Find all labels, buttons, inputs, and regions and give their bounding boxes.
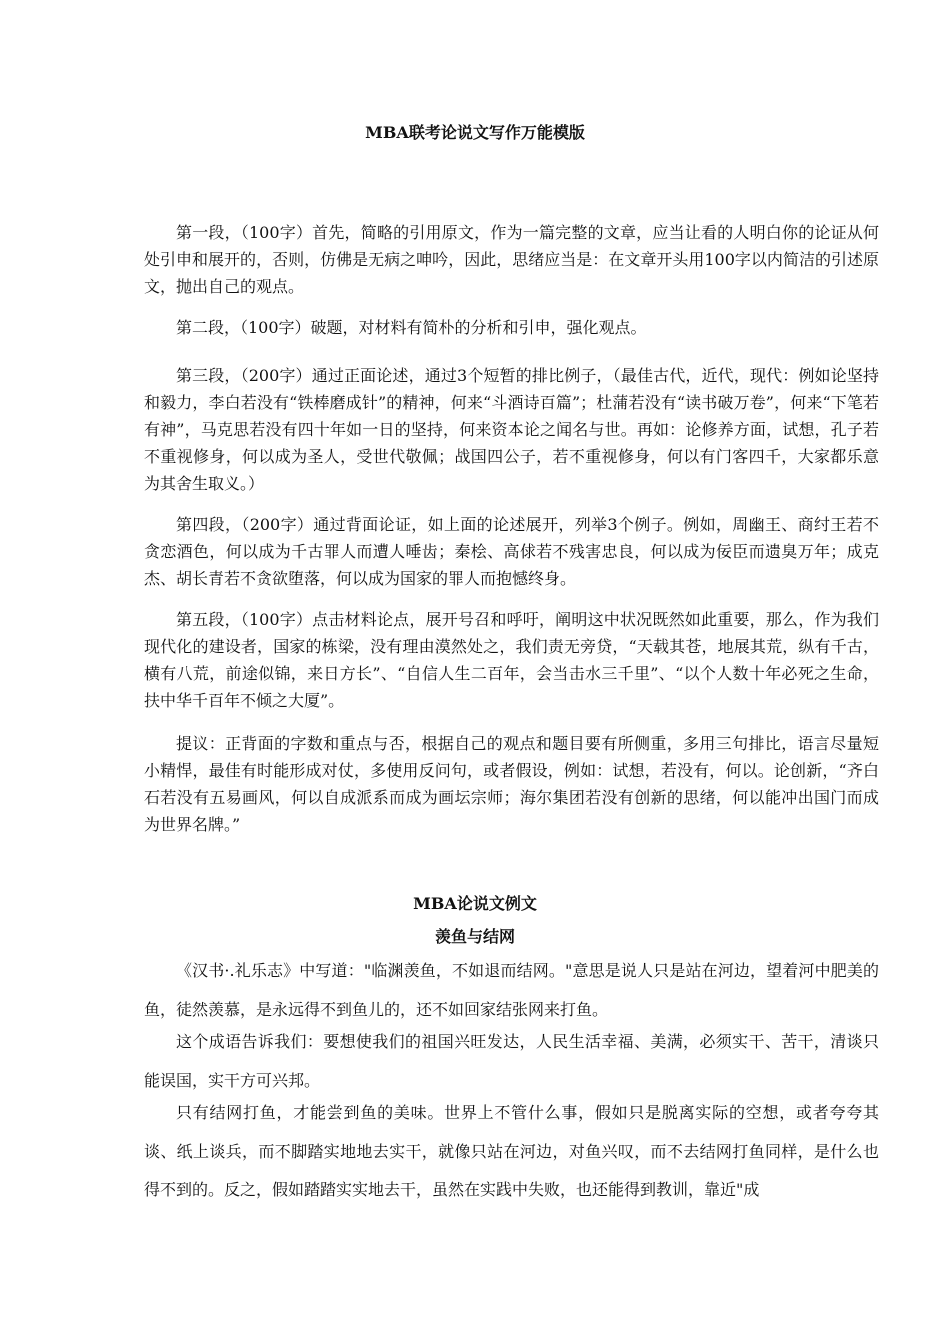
example-title: 羡鱼与结网 [434, 927, 515, 946]
template-paragraph-4: 第四段，（200字）通过背面论证，如上面的论述展开，列举3个例子。例如，周幽王、商纣王若不贪恋酒色，何以成为千古罪人而遭人唾齿；秦桧、高俅若不残害忠良，何以成为佞臣而遗臭万年；成克杰、胡长青若不贪欲堕落，何以成为国家的罪人而抱憾终身。 [144, 515, 879, 588]
example-heading: MBA论说文例文 [413, 894, 537, 913]
template-paragraph-2: 第二段，（100字）破题，对材料有简朴的分析和引申，强化观点。 [176, 318, 647, 337]
suggestion-paragraph: 提议：正背面的字数和重点与否，根据自己的观点和题目要有所侧重，多用三句排比，语言尽量短小精悍，最佳有时能形成对仗，多使用反问句，或者假设，例如：试想，若没有，何以。论创新，“齐白石若没有五易画风，何以自成派系而成为画坛宗师；海尔集团若没有创新的思绪，何以能冲出国门而成为世界名牌。” [144, 734, 879, 834]
example-paragraph-2: 这个成语告诉我们：要想使我们的祖国兴旺发达，人民生活幸福、美满，必须实干、苦干，清谈只能误国，实干方可兴邦。 [144, 1032, 879, 1090]
template-paragraph-3: 第三段，（200字）通过正面论述，通过3个短暂的排比例子，（最佳古代，近代，现代：例如论坚持和毅力，李白若没有“铁棒磨成针”的精神，何来“斗酒诗百篇”；杜蒲若没有“读书破万卷”，何来“下笔若有神”，马克思若没有四十年如一日的坚持，何来资本论之闻名与世。再如：论修养方面，试想，孔子若不重视修身，何以成为圣人，受世代敬佩；战国四公子，若不重视修身，何以有门客四千，大家都乐意为其舍生取义。） [144, 366, 879, 493]
template-paragraph-5: 第五段，（100字）点击材料论点，展开号召和呼吁，阐明这中状况既然如此重要，那么，作为我们现代化的建设者，国家的栋梁，没有理由漠然处之，我们责无旁贷，“天载其苍，地展其荒，纵有千古，横有八荒，前途似锦，来日方长”、“自信人生二百年，会当击水三千里”、“以个人数十年必死之生命，扶中华千百年不倾之大厦”。 [144, 610, 879, 710]
example-paragraph-3: 只有结网打鱼，才能尝到鱼的美味。世界上不管什么事，假如只是脱离实际的空想，或者夸夸其谈、纸上谈兵，而不脚踏实地地去实干，就像只站在河边，对鱼兴叹，而不去结网打鱼同样，是什么也得不到的。反之，假如踏踏实实地去干，虽然在实践中失败，也还能得到教训，靠近"成 [144, 1103, 879, 1199]
template-paragraph-1: 第一段，（100字）首先，简略的引用原文，作为一篇完整的文章，应当让看的人明白你的论证从何处引申和展开的，否则，仿佛是无病之呻吟，因此，思绪应当是：在文章开头用100字以内简洁的引述原文，抛出自己的观点。 [144, 223, 879, 296]
main-title: MBA联考论说文写作万能模版 [365, 123, 585, 142]
example-paragraph-1: 《汉书·.礼乐志》中写道："临渊羡鱼，不如退而结网。"意思是说人只是站在河边，望着河中肥美的鱼，徒然羡慕，是永远得不到鱼儿的，还不如回家结张网来打鱼。 [144, 961, 879, 1019]
